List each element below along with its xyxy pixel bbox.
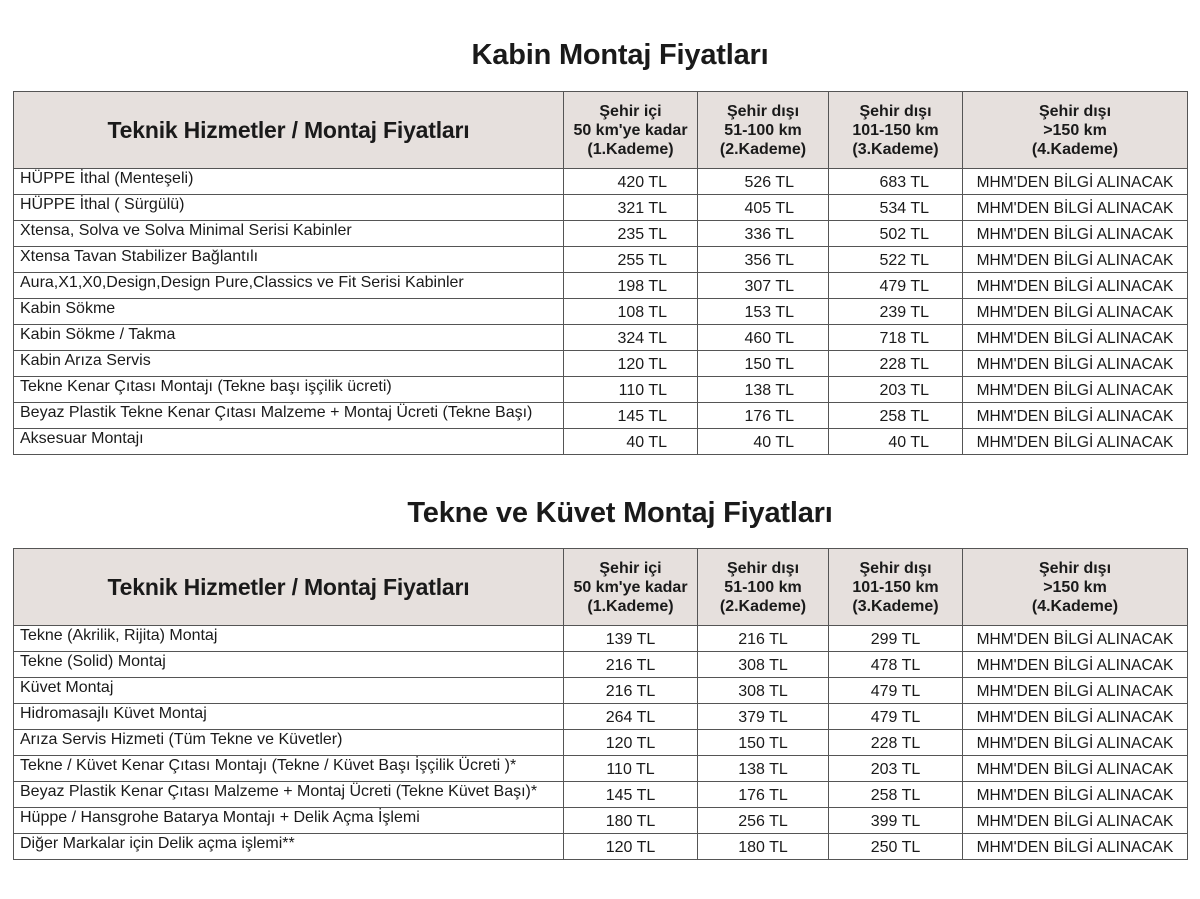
header-line: (2.Kademe) xyxy=(719,597,807,615)
kademe-2-price: 405 TL xyxy=(698,195,829,221)
kademe-4-info: MHM'DEN BİLGİ ALINACAK xyxy=(963,626,1188,652)
kademe-4-info: MHM'DEN BİLGİ ALINACAK xyxy=(963,756,1188,782)
service-name-cell: Tekne / Küvet Kenar Çıtası Montajı (Tekne / Küvet Başı İşçilik Ücreti )* xyxy=(14,756,564,782)
header-line: 101-150 km xyxy=(852,578,939,596)
kademe-1-price: 180 TL xyxy=(564,808,698,834)
kademe-1-header xyxy=(564,92,698,169)
kademe-2-price: 216 TL xyxy=(698,626,829,652)
tekne-section-title: Tekne ve Küvet Montaj Fiyatları xyxy=(407,497,833,529)
kademe-1-price: 145 TL xyxy=(564,782,698,808)
kademe-3-price: 299 TL xyxy=(829,626,963,652)
kademe-1-price: 108 TL xyxy=(564,299,698,325)
kademe-3-price: 258 TL xyxy=(829,403,963,429)
kademe-4-info: MHM'DEN BİLGİ ALINACAK xyxy=(963,730,1188,756)
table-row xyxy=(14,299,1188,325)
kademe-4-info: MHM'DEN BİLGİ ALINACAK xyxy=(963,221,1188,247)
kademe-1-price: 110 TL xyxy=(564,756,698,782)
kademe-4-info: MHM'DEN BİLGİ ALINACAK xyxy=(963,351,1188,377)
kademe-1-price: 120 TL xyxy=(564,730,698,756)
kademe-2-header xyxy=(698,549,829,626)
table-row xyxy=(14,351,1188,377)
kademe-3-price: 479 TL xyxy=(829,678,963,704)
table-row xyxy=(14,730,1188,756)
kademe-1-price: 198 TL xyxy=(564,273,698,299)
kademe-4-info: MHM'DEN BİLGİ ALINACAK xyxy=(963,704,1188,730)
kademe-4-info: MHM'DEN BİLGİ ALINACAK xyxy=(963,834,1188,860)
header-line: Şehir dışı xyxy=(1038,559,1112,577)
kademe-1-price: 420 TL xyxy=(564,169,698,195)
service-column-header: Teknik Hizmetler / Montaj Fiyatları xyxy=(14,549,564,626)
kademe-1-price: 235 TL xyxy=(564,221,698,247)
kademe-3-price: 250 TL xyxy=(829,834,963,860)
kademe-4-info: MHM'DEN BİLGİ ALINACAK xyxy=(963,678,1188,704)
service-name-cell: Tekne (Solid) Montaj xyxy=(14,652,564,678)
kademe-3-header xyxy=(829,549,963,626)
table-row xyxy=(14,652,1188,678)
service-name-cell: Kabin Sökme xyxy=(14,299,564,325)
service-name-cell: Aksesuar Montajı xyxy=(14,429,564,455)
kademe-2-price: 180 TL xyxy=(698,834,829,860)
header-line: (3.Kademe) xyxy=(852,597,939,615)
kademe-4-info: MHM'DEN BİLGİ ALINACAK xyxy=(963,273,1188,299)
table-row xyxy=(14,678,1188,704)
kademe-4-info: MHM'DEN BİLGİ ALINACAK xyxy=(963,325,1188,351)
kademe-1-price: 324 TL xyxy=(564,325,698,351)
kademe-1-price: 145 TL xyxy=(564,403,698,429)
service-name-cell: Küvet Montaj xyxy=(14,678,564,704)
table-row xyxy=(14,704,1188,730)
table-row xyxy=(14,169,1188,195)
kademe-3-price: 258 TL xyxy=(829,782,963,808)
service-name-cell: Aura,X1,X0,Design,Design Pure,Classics ve Fit Serisi Kabinler xyxy=(14,273,564,299)
kademe-4-info: MHM'DEN BİLGİ ALINACAK xyxy=(963,403,1188,429)
header-line: (1.Kademe) xyxy=(587,597,674,615)
kademe-1-price: 264 TL xyxy=(564,704,698,730)
kademe-4-info: MHM'DEN BİLGİ ALINACAK xyxy=(963,299,1188,325)
kademe-1-price: 40 TL xyxy=(564,429,698,455)
table-row xyxy=(14,626,1188,652)
header-row xyxy=(14,92,1188,169)
header-line: (4.Kademe) xyxy=(1031,140,1119,158)
service-name-cell: Hüppe / Hansgrohe Batarya Montajı + Delik Açma İşlemi xyxy=(14,808,564,834)
table-row xyxy=(14,403,1188,429)
kademe-3-price: 203 TL xyxy=(829,756,963,782)
kademe-3-price: 239 TL xyxy=(829,299,963,325)
tekne-table-body xyxy=(14,626,1188,860)
header-line: >150 km xyxy=(1043,578,1107,596)
table-row xyxy=(14,808,1188,834)
service-name-cell: Xtensa, Solva ve Solva Minimal Serisi Kabinler xyxy=(14,221,564,247)
kademe-3-price: 228 TL xyxy=(829,730,963,756)
service-name-cell: Kabin Arıza Servis xyxy=(14,351,564,377)
table-row xyxy=(14,756,1188,782)
table-row xyxy=(14,247,1188,273)
header-line: 51-100 km xyxy=(724,578,802,596)
kademe-4-info: MHM'DEN BİLGİ ALINACAK xyxy=(963,808,1188,834)
kademe-3-price: 534 TL xyxy=(829,195,963,221)
header-line: Şehir içi xyxy=(599,559,662,577)
header-line: Şehir dışı xyxy=(726,559,800,577)
header-line: (4.Kademe) xyxy=(1031,597,1119,615)
header-line: (2.Kademe) xyxy=(719,140,807,158)
kademe-4-info: MHM'DEN BİLGİ ALINACAK xyxy=(963,169,1188,195)
header-line: 50 km'ye kadar xyxy=(573,121,688,139)
kademe-4-info: MHM'DEN BİLGİ ALINACAK xyxy=(963,195,1188,221)
kademe-3-price: 718 TL xyxy=(829,325,963,351)
header-line: Şehir dışı xyxy=(1038,102,1112,120)
kademe-3-header xyxy=(829,92,963,169)
kademe-2-price: 40 TL xyxy=(698,429,829,455)
kademe-4-info: MHM'DEN BİLGİ ALINACAK xyxy=(963,782,1188,808)
kademe-2-price: 356 TL xyxy=(698,247,829,273)
kademe-2-price: 150 TL xyxy=(698,730,829,756)
kademe-2-price: 460 TL xyxy=(698,325,829,351)
kademe-3-price: 228 TL xyxy=(829,351,963,377)
kademe-3-price: 479 TL xyxy=(829,273,963,299)
service-name-cell: Tekne (Akrilik, Rijita) Montaj xyxy=(14,626,564,652)
service-name-cell: Beyaz Plastik Tekne Kenar Çıtası Malzeme + Montaj Ücreti (Tekne Başı) xyxy=(14,403,564,429)
table-row xyxy=(14,273,1188,299)
kabin-table-body xyxy=(14,169,1188,455)
table-row xyxy=(14,834,1188,860)
table-row xyxy=(14,221,1188,247)
kademe-3-price: 478 TL xyxy=(829,652,963,678)
kademe-3-price: 479 TL xyxy=(829,704,963,730)
service-name-cell: Kabin Sökme / Takma xyxy=(14,325,564,351)
kademe-1-price: 255 TL xyxy=(564,247,698,273)
service-column-header: Teknik Hizmetler / Montaj Fiyatları xyxy=(14,92,564,169)
header-line: >150 km xyxy=(1043,121,1107,139)
kademe-4-header xyxy=(963,549,1188,626)
service-name-cell: Arıza Servis Hizmeti (Tüm Tekne ve Küvetler) xyxy=(14,730,564,756)
kabin-price-table xyxy=(13,91,1188,455)
kademe-4-info: MHM'DEN BİLGİ ALINACAK xyxy=(963,652,1188,678)
kademe-2-price: 176 TL xyxy=(698,782,829,808)
service-name-cell: Diğer Markalar için Delik açma işlemi** xyxy=(14,834,564,860)
kademe-3-price: 502 TL xyxy=(829,221,963,247)
kademe-2-header xyxy=(698,92,829,169)
kademe-2-price: 308 TL xyxy=(698,652,829,678)
table-row xyxy=(14,195,1188,221)
service-name-cell: Beyaz Plastik Kenar Çıtası Malzeme + Montaj Ücreti (Tekne Küvet Başı)* xyxy=(14,782,564,808)
kademe-2-price: 138 TL xyxy=(698,756,829,782)
table-row xyxy=(14,782,1188,808)
kademe-3-price: 522 TL xyxy=(829,247,963,273)
kademe-3-price: 683 TL xyxy=(829,169,963,195)
kademe-4-info: MHM'DEN BİLGİ ALINACAK xyxy=(963,247,1188,273)
kademe-2-price: 379 TL xyxy=(698,704,829,730)
kademe-3-price: 399 TL xyxy=(829,808,963,834)
kademe-2-price: 308 TL xyxy=(698,678,829,704)
kademe-2-price: 153 TL xyxy=(698,299,829,325)
kademe-1-price: 216 TL xyxy=(564,652,698,678)
header-line: 51-100 km xyxy=(724,121,802,139)
service-name-cell: HÜPPE İthal (Menteşeli) xyxy=(14,169,564,195)
service-name-cell: Xtensa Tavan Stabilizer Bağlantılı xyxy=(14,247,564,273)
header-line: Şehir içi xyxy=(599,102,662,120)
kademe-2-price: 526 TL xyxy=(698,169,829,195)
kademe-1-price: 110 TL xyxy=(564,377,698,403)
kademe-2-price: 336 TL xyxy=(698,221,829,247)
kademe-4-info: MHM'DEN BİLGİ ALINACAK xyxy=(963,377,1188,403)
service-name-cell: Hidromasajlı Küvet Montaj xyxy=(14,704,564,730)
kademe-3-price: 40 TL xyxy=(829,429,963,455)
header-line: Şehir dışı xyxy=(859,559,932,577)
header-line: (3.Kademe) xyxy=(852,140,939,158)
kademe-1-price: 216 TL xyxy=(564,678,698,704)
header-line: 50 km'ye kadar xyxy=(573,578,688,596)
service-name-cell: HÜPPE İthal ( Sürgülü) xyxy=(14,195,564,221)
kademe-4-header xyxy=(963,92,1188,169)
kabin-section-title: Kabin Montaj Fiyatları xyxy=(471,39,769,71)
header-line: 101-150 km xyxy=(852,121,939,139)
kademe-1-price: 120 TL xyxy=(564,834,698,860)
kademe-1-price: 120 TL xyxy=(564,351,698,377)
kademe-2-price: 150 TL xyxy=(698,351,829,377)
kademe-2-price: 176 TL xyxy=(698,403,829,429)
table-row xyxy=(14,429,1188,455)
header-line: (1.Kademe) xyxy=(587,140,674,158)
kademe-2-price: 138 TL xyxy=(698,377,829,403)
header-row xyxy=(14,549,1188,626)
kademe-1-price: 139 TL xyxy=(564,626,698,652)
tekne-kuvet-price-table xyxy=(13,548,1188,860)
kademe-1-header xyxy=(564,549,698,626)
service-name-cell: Tekne Kenar Çıtası Montajı (Tekne başı işçilik ücreti) xyxy=(14,377,564,403)
header-line: Şehir dışı xyxy=(726,102,800,120)
table-row xyxy=(14,377,1188,403)
kademe-3-price: 203 TL xyxy=(829,377,963,403)
kademe-4-info: MHM'DEN BİLGİ ALINACAK xyxy=(963,429,1188,455)
kademe-1-price: 321 TL xyxy=(564,195,698,221)
kademe-2-price: 256 TL xyxy=(698,808,829,834)
table-row xyxy=(14,325,1188,351)
header-line: Şehir dışı xyxy=(859,102,932,120)
kademe-2-price: 307 TL xyxy=(698,273,829,299)
